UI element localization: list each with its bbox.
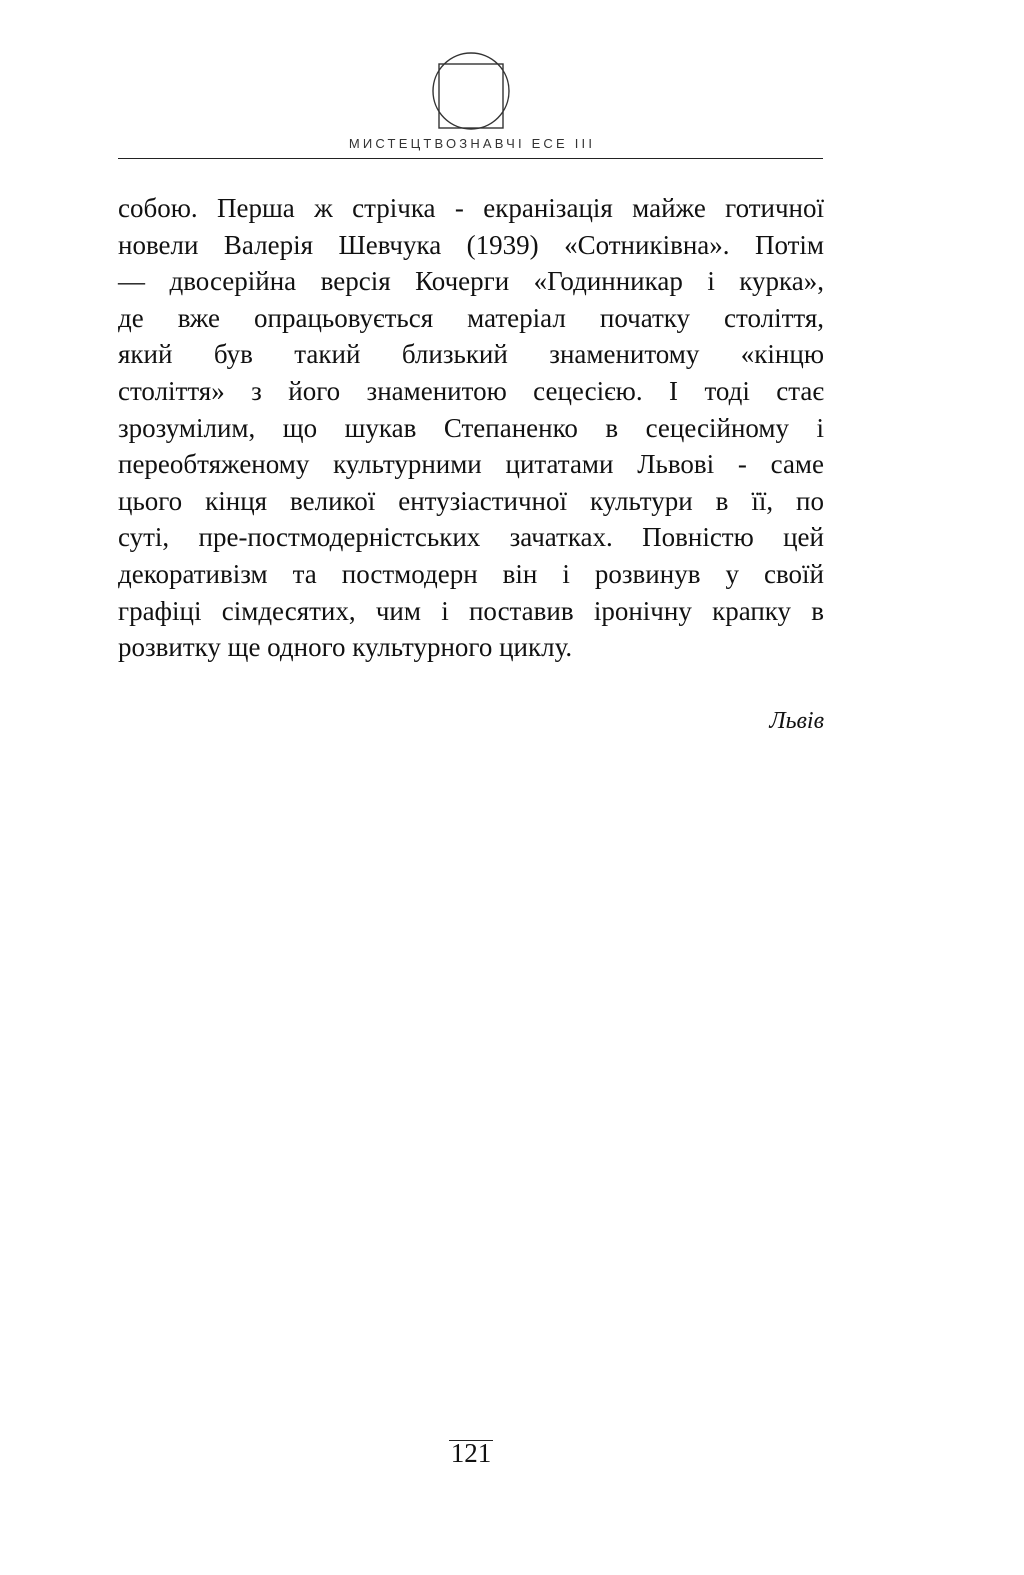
body-line: де вже опрацьовується матеріал початку століття,	[118, 302, 824, 333]
body-line: новели Валерія Шевчука (1939) «Сотниківна». Потім	[118, 229, 824, 260]
body-line: декоративізм та постмодерн він і розвинув у своїй	[118, 558, 824, 589]
body-line: цього кінця великої ентузіастичної культури в її, по	[118, 485, 824, 516]
body-line: переобтяженому культурними цитатами Львові - саме	[118, 449, 824, 480]
body-line: суті, пре-постмодерністських зачатках. Повністю цей	[118, 522, 824, 553]
body-text	[118, 190, 824, 666]
body-line-last: розвитку ще одного культурного циклу.	[118, 632, 573, 663]
page-number: 121	[450, 1438, 492, 1468]
body-line: зрозумілим, що шукав Степаненко в сецесійному і	[118, 412, 824, 443]
header-divider	[118, 158, 823, 159]
emblem-square	[439, 64, 503, 128]
body-line: графіці сімдесятих, чим і поставив іронічну крапку в	[118, 595, 824, 626]
body-line: століття» з його знаменитою сецесією. І тоді стає	[118, 375, 824, 406]
running-header: МИСТЕЦТВОЗНАВЧІ ЕСЕ III	[348, 136, 596, 151]
body-line: який був такий близький знаменитому «кінцю	[118, 339, 824, 370]
body-line: — двосерійна версія Кочерги «Годинникар і курка»,	[118, 266, 824, 297]
place-signature: Львів	[769, 708, 824, 734]
body-line: собою. Перша ж стрічка - екранізація майже готичної	[118, 193, 824, 223]
circle-square-emblem-icon	[431, 51, 511, 131]
